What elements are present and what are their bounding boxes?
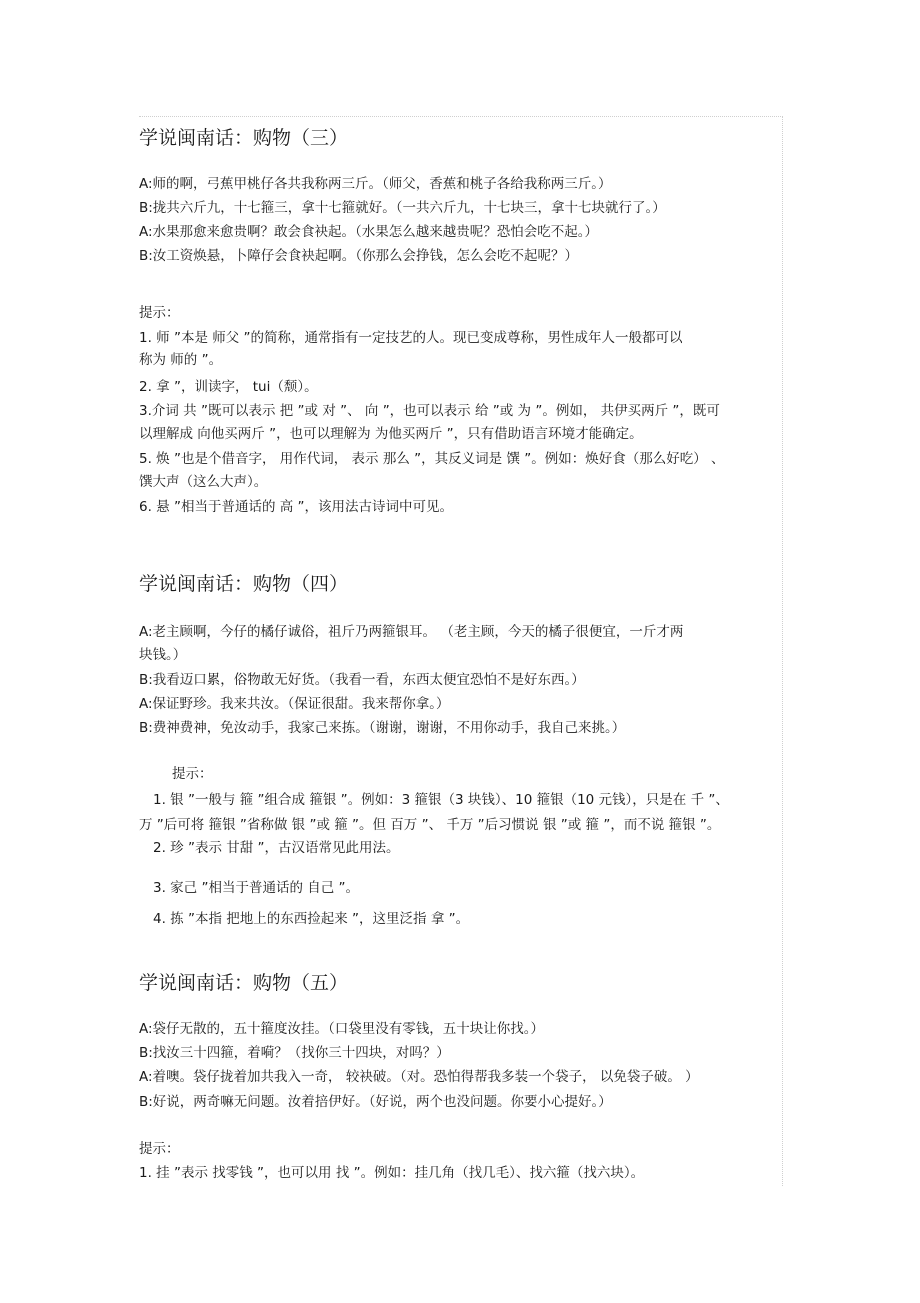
hint-line: 3. 家己 ”相当于普通话的 自己 ”。 xyxy=(153,880,360,896)
hint-label: 提示： xyxy=(139,305,180,321)
section-title: 学说闽南话：购物（三） xyxy=(139,127,349,149)
hint-label: 提示： xyxy=(139,1141,180,1157)
dialogue-line: B:我看迈口累，俗物敢无好货。（我看一看，东西太便宜恐怕不是好东西。） xyxy=(139,672,585,688)
hint-line: 1. 银 ”一般与 箍 ”组合成 箍银 ”。例如：3 箍银（3 块钱）、10 箍银（10 元钱），只是在 千 ”、 xyxy=(153,792,729,808)
dialogue-line: B:费神费神，免汝动手，我家己来拣。（谢谢，谢谢，不用你动手，我自己来挑。） xyxy=(139,720,626,736)
dialogue-line: A:水果那愈来愈贵啊？敢会食袂起。（水果怎么越来越贵呢？恐怕会吃不起。） xyxy=(139,224,599,240)
hint-line: 1. 挂 ”表示 找零钱 ”，也可以用 找 ”。例如：挂几角（找几毛）、找六箍（找六块）。 xyxy=(139,1165,645,1181)
dialogue-line: B:汝工资焕悬，卜障仔会食袂起啊。（你那么会挣钱，怎么会吃不起呢？） xyxy=(139,248,579,264)
dialogue-line: B:找汝三十四箍，着嗬？（找你三十四块，对吗？） xyxy=(139,1045,450,1061)
dialogue-line: A:着噢。袋仔拢着加共我入一奇， 较袂破。（对。恐怕得帮我多装一个袋子， 以免袋子破。 ） xyxy=(139,1069,699,1085)
dialogue-line: A:袋仔无散的，五十箍度汝挂。（口袋里没有零钱，五十块让你找。） xyxy=(139,1021,545,1037)
section-title: 学说闽南话：购物（四） xyxy=(139,573,349,595)
hint-line: 称为 师的 ”。 xyxy=(139,352,223,368)
page-border-top xyxy=(139,116,783,117)
dialogue-line: A:保证野珍。我来共汝。（保证很甜。我来帮你拿。） xyxy=(139,696,450,712)
dialogue-line: 块钱。） xyxy=(139,647,187,663)
hint-line: 馔大声（这么大声）。 xyxy=(139,474,268,490)
hint-line: 2. 拿 ”，训读字， tui（颓）。 xyxy=(139,379,318,395)
dialogue-line: B:好说，两奇嘛无问题。汝着掊伊好。（好说，两个也没问题。你要小心提好。） xyxy=(139,1094,612,1110)
page-border-right xyxy=(782,116,783,1186)
hint-line: 万 ”后可将 箍银 ”省称做 银 ”或 箍 ”。但 百万 ”、 千万 ”后习惯说 银 ”或 箍 ”，而不说 箍银 ”。 xyxy=(139,817,721,833)
hint-line: 4. 拣 ”本指 把地上的东西捡起来 ”，这里泛指 拿 ”。 xyxy=(153,911,470,927)
hint-line: 6. 悬 ”相当于普通话的 高 ”，该用法古诗词中可见。 xyxy=(139,499,454,515)
dialogue-line: A:师的啊，弓蕉甲桃仔各共我称两三斤。（师父，香蕉和桃子各给我称两三斤。） xyxy=(139,176,612,192)
dialogue-line: B:拢共六斤九，十七箍三，拿十七箍就好。（一共六斤九，十七块三，拿十七块就行了。） xyxy=(139,200,666,216)
hint-line: 3.介词 共 ”既可以表示 把 ”或 对 ”、 向 ”，也可以表示 给 ”或 为 ”。例如， 共伊买两斤 ”，既可 xyxy=(139,403,720,419)
hint-line: 2. 珍 ”表示 甘甜 ”，古汉语常见此用法。 xyxy=(153,840,400,856)
hint-line: 以理解成 向他买两斤 ”，也可以理解为 为他买两斤 ”，只有借助语言环境才能确定。 xyxy=(139,426,643,442)
hint-line: 5. 焕 ”也是个借音字， 用作代词， 表示 那么 ”，其反义词是 馔 ”。例如：焕好食（那么好吃） 、 xyxy=(139,451,725,467)
section-title: 学说闽南话：购物（五） xyxy=(139,972,349,994)
hint-label: 提示： xyxy=(172,766,213,782)
dialogue-line: A:老主顾啊，今仔的橘仔诚俗，祖斤乃两箍银耳。 （老主顾，今天的橘子很便宜，一斤才两 xyxy=(139,624,684,640)
hint-line: 1. 师 ”本是 师父 ”的简称，通常指有一定技艺的人。现已变成尊称，男性成年人一般都可以 xyxy=(139,330,683,346)
